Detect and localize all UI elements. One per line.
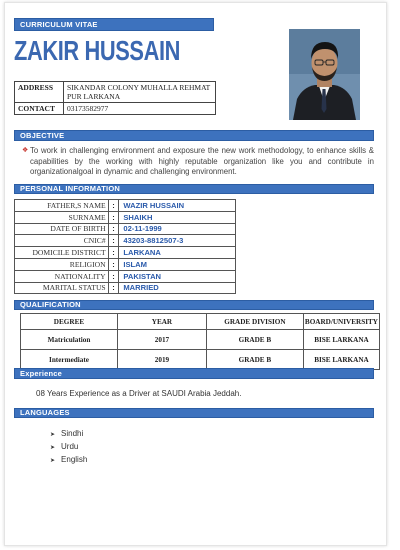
personal-info-row: [15, 270, 236, 282]
list-item: [50, 454, 87, 467]
field-value: SHAIKH: [119, 211, 236, 223]
arrow-bullet-icon: ➤: [50, 445, 56, 451]
personal-info-heading: PERSONAL INFORMATION: [14, 184, 374, 194]
field-label: RELIGION: [15, 258, 109, 270]
language-label: Urdu: [61, 442, 79, 451]
field-label: DOMICILE DISTRICT: [15, 247, 109, 259]
separator: :: [108, 270, 119, 282]
separator: :: [108, 200, 119, 212]
table-cell: Matriculation: [21, 330, 118, 350]
languages-heading: LANGUAGES: [14, 408, 374, 418]
separator: :: [108, 282, 119, 294]
contact-label: CONTACT: [15, 103, 64, 115]
table-cell: BISE LARKANA: [303, 350, 379, 370]
personal-info-row: [15, 258, 236, 270]
field-label: CNIC#: [15, 235, 109, 247]
list-item: [50, 428, 87, 441]
experience-text: 08 Years Experience as a Driver at SAUDI Arabia Jeddah.: [36, 389, 242, 398]
field-label: SURNAME: [15, 211, 109, 223]
diamond-bullet-icon: ❖: [22, 147, 29, 154]
field-value: 43203-8812507-3: [119, 235, 236, 247]
personal-info-row: [15, 211, 236, 223]
table-cell: Intermediate: [21, 350, 118, 370]
personal-info-row: [15, 247, 236, 259]
table-cell: GRADE B: [206, 350, 303, 370]
objective-text-block: [22, 146, 374, 178]
table-cell: 2019: [117, 350, 206, 370]
objective-heading: OBJECTIVE: [14, 130, 374, 141]
cv-banner: CURRICULUM VITAE: [14, 18, 214, 31]
separator: :: [108, 247, 119, 259]
contact-label: ADDRESS: [15, 82, 64, 103]
field-value: ISLAM: [119, 258, 236, 270]
field-value: LARKANA: [119, 247, 236, 259]
qualification-table: [20, 313, 380, 370]
language-label: Sindhi: [61, 429, 84, 438]
separator: :: [108, 235, 119, 247]
separator: :: [108, 211, 119, 223]
contact-row: [15, 103, 216, 115]
qualification-header-row: [21, 314, 380, 330]
experience-heading: Experience: [14, 368, 374, 379]
table-row: [21, 330, 380, 350]
table-cell: 2017: [117, 330, 206, 350]
field-label: NATIONALITY: [15, 270, 109, 282]
contact-table: [14, 81, 216, 115]
column-header: BOARD/UNIVERSITY: [303, 314, 379, 330]
table-cell: GRADE B: [206, 330, 303, 350]
personal-info-row: [15, 200, 236, 212]
contact-value: SIKANDAR COLONY MUHALLA REHMAT PUR LARKANA: [64, 82, 216, 103]
field-label: FATHER,S NAME: [15, 200, 109, 212]
personal-info-table: [14, 199, 236, 294]
qualification-heading: QUALIFICATION: [14, 300, 374, 310]
languages-list: [50, 428, 87, 467]
objective-text: To work in challenging environment and exposure the new work methodology, to enhance skills & capabilities by the working with highly reputable organization like you and contribute in organizationalgoal in dynamic and challenging environment.: [30, 146, 374, 176]
profile-photo-image: [289, 29, 360, 120]
field-value: PAKISTAN: [119, 270, 236, 282]
column-header: DEGREE: [21, 314, 118, 330]
table-row: [21, 350, 380, 370]
personal-info-row: [15, 282, 236, 294]
profile-photo: [289, 29, 360, 120]
list-item: [50, 441, 87, 454]
field-value: WAZIR HUSSAIN: [119, 200, 236, 212]
field-label: DATE OF BIRTH: [15, 223, 109, 235]
column-header: GRADE DIVISION: [206, 314, 303, 330]
field-value: MARRIED: [119, 282, 236, 294]
contact-value: 03173582977: [64, 103, 216, 115]
personal-info-row: [15, 223, 236, 235]
column-header: YEAR: [117, 314, 206, 330]
separator: :: [108, 223, 119, 235]
field-value: 02-11-1999: [119, 223, 236, 235]
arrow-bullet-icon: ➤: [50, 458, 56, 464]
personal-info-row: [15, 235, 236, 247]
language-label: English: [61, 455, 88, 464]
arrow-bullet-icon: ➤: [50, 432, 56, 438]
separator: :: [108, 258, 119, 270]
candidate-name: ZAKIR HUSSAIN: [14, 35, 181, 66]
contact-row: [15, 82, 216, 103]
table-cell: BISE LARKANA: [303, 330, 379, 350]
field-label: MARITAL STATUS: [15, 282, 109, 294]
